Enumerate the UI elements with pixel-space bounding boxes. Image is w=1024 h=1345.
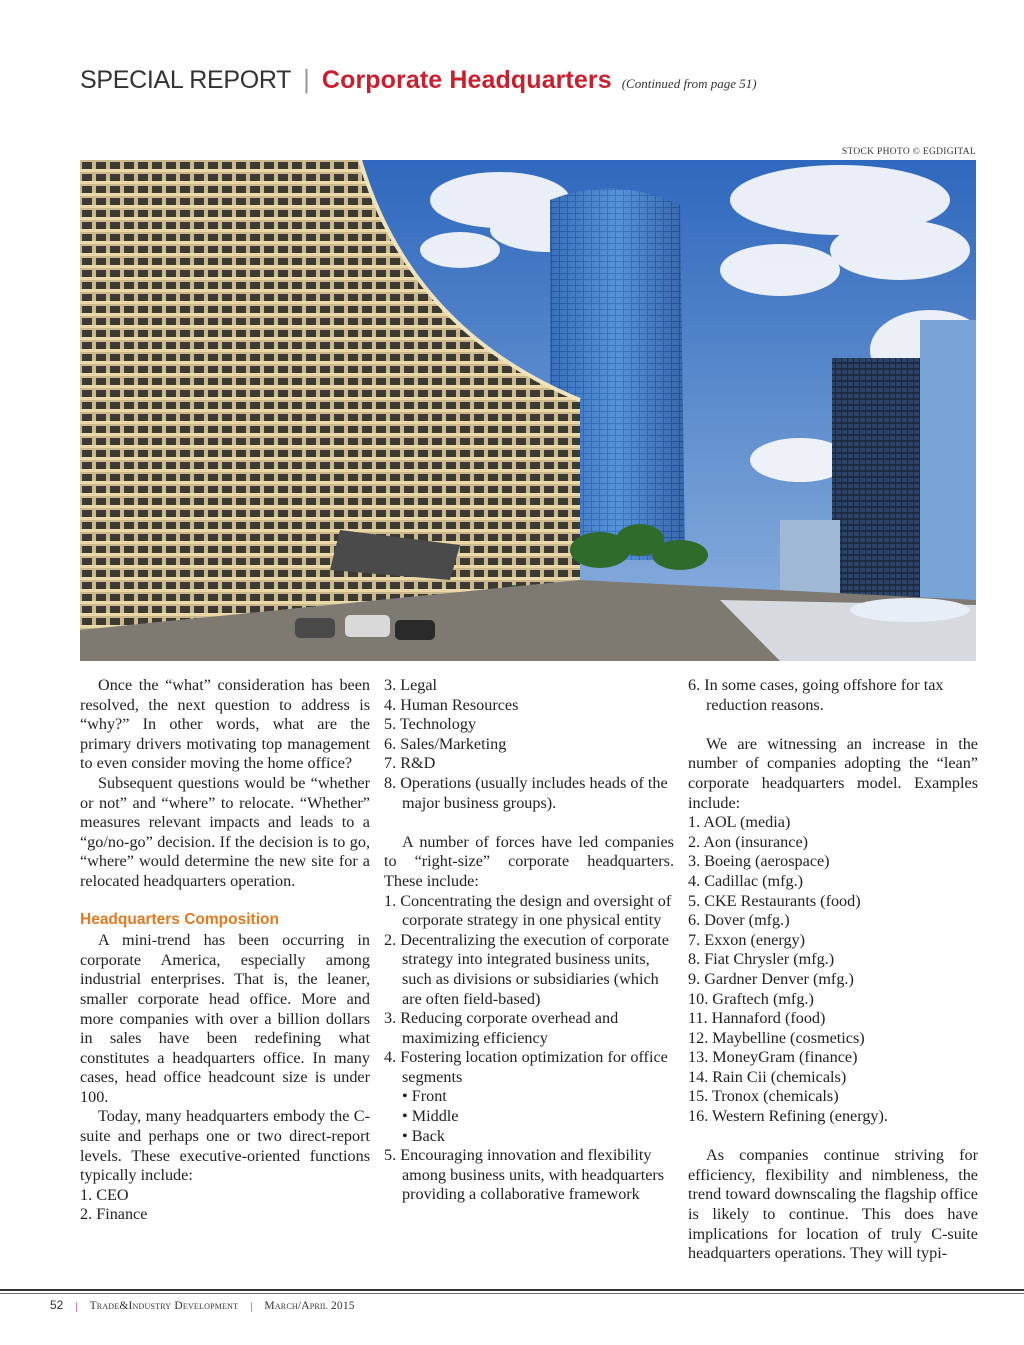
right-tower <box>920 320 976 620</box>
continued-note: (Continued from page 51) <box>621 76 757 91</box>
header-separator: | <box>303 64 310 94</box>
list-item: 6. Sales/Marketing <box>384 734 507 753</box>
page-number: 52 <box>50 1298 64 1312</box>
column-3 <box>688 676 978 1264</box>
footer-rule-thin <box>0 1293 1024 1294</box>
list-item: 3. Reducing corporate overhead and maximizing efficiency <box>384 1009 619 1047</box>
company-item: 6. Dover (mfg.) <box>688 911 790 930</box>
column-2 <box>384 676 674 1205</box>
company-item: 13. MoneyGram (finance) <box>688 1048 858 1067</box>
paragraph: Once the “what” consideration has been resolved, the next question to address is “why?” In other words, what are the primary drivers motivating top management to even consider moving the home office? <box>80 676 370 773</box>
publication-name: Trade&Industry Development <box>89 1300 239 1312</box>
company-item: 9. Gardner Denver (mfg.) <box>688 969 854 988</box>
company-item: 1. AOL (media) <box>688 813 791 832</box>
bullet-item: • Middle <box>402 1107 459 1126</box>
section-label: SPECIAL REPORT <box>80 66 292 94</box>
company-item: 8. Fiat Chrysler (mfg.) <box>688 950 835 969</box>
bullet-item: • Back <box>402 1126 445 1145</box>
list-item: 2. Decentralizing the execution of corporate strategy into integrated business units, such as divisions or subsidiaries (which are often field-based) <box>384 930 669 1008</box>
company-item: 3. Boeing (aerospace) <box>688 852 830 871</box>
article-title: Corporate Headquarters <box>321 66 612 94</box>
paragraph: We are witnessing an increase in the number of companies adopting the “lean” corporate headquarters model. Examples include: <box>688 734 978 812</box>
footer-separator: | <box>250 1300 253 1312</box>
subheading: Headquarters Composition <box>80 910 279 928</box>
photo-credit: STOCK PHOTO © EGDIGITAL <box>841 147 976 157</box>
footer-separator: | <box>75 1300 78 1312</box>
list-item: 7. R&D <box>384 754 436 773</box>
list-item: 2. Finance <box>80 1205 148 1224</box>
company-item: 10. Graftech (mfg.) <box>688 989 814 1008</box>
list-item: 1. CEO <box>80 1185 129 1204</box>
paragraph: Today, many headquarters embody the C-suite and perhaps one or two direct-report levels. These executive-oriented functions typically include: <box>80 1107 370 1185</box>
company-item: 4. Cadillac (mfg.) <box>688 871 804 890</box>
list-item: 1. Concentrating the design and oversight of corporate strategy in one physical entity <box>384 891 672 930</box>
list-item: 8. Operations (usually includes heads of the major business groups). <box>384 773 668 812</box>
list-item: 5. Encouraging innovation and flexibility among business units, with headquarters providing a collaborative framework <box>384 1146 665 1204</box>
paragraph: A number of forces have led companies to “right-size” corporate headquarters. These include: <box>384 832 674 890</box>
page-header <box>80 64 960 100</box>
list-item: 4. Human Resources <box>384 695 519 714</box>
footer-rule <box>0 1289 1024 1291</box>
company-item: 11. Hannaford (food) <box>688 1009 826 1028</box>
bullet-item: • Front <box>402 1087 447 1106</box>
paragraph: A mini-trend has been occurring in corporate America, especially among industrial enterprises. That is, the leaner, smaller corporate head office. More and more companies with over a billion dollars in sales have been redefining what constitutes a headquarters office. In many cases, head office headcount size is under 100. <box>80 931 370 1106</box>
company-item: 15. Tronox (chemicals) <box>688 1087 839 1106</box>
paragraph: Subsequent questions would be “whether or not” and “where” to relocate. “Whether” measures relevant impacts and leads to a “go/no-go” decision. If the decision is to go, “where” would determine the new site for a relocated headquarters operation. <box>80 773 370 890</box>
list-item: 6. In some cases, going offshore for tax reduction reasons. <box>688 676 944 714</box>
company-item: 12. Maybelline (cosmetics) <box>688 1028 865 1047</box>
dark-tower <box>832 358 922 608</box>
fountain <box>850 598 970 622</box>
company-item: 16. Western Refining (energy). <box>688 1107 888 1126</box>
issue-date: March/April 2015 <box>264 1300 355 1312</box>
column-1 <box>80 676 370 1225</box>
page-footer <box>50 1298 355 1312</box>
list-item: 4. Fostering location optimization for office segments <box>384 1048 668 1086</box>
company-item: 5. CKE Restaurants (food) <box>688 891 861 910</box>
company-item: 2. Aon (insurance) <box>688 832 809 851</box>
list-item: 3. Legal <box>384 676 438 694</box>
headquarters-photo <box>80 160 976 661</box>
paragraph: As companies continue striving for efficiency, flexibility and nimbleness, the trend toward downscaling the flagship office is likely to continue. This does have implications for location of truly C-suite headquarters operations. They will typi- <box>688 1146 978 1263</box>
company-item: 14. Rain Cii (chemicals) <box>688 1067 847 1086</box>
list-item: 5. Technology <box>384 715 477 734</box>
company-item: 7. Exxon (energy) <box>688 930 806 949</box>
